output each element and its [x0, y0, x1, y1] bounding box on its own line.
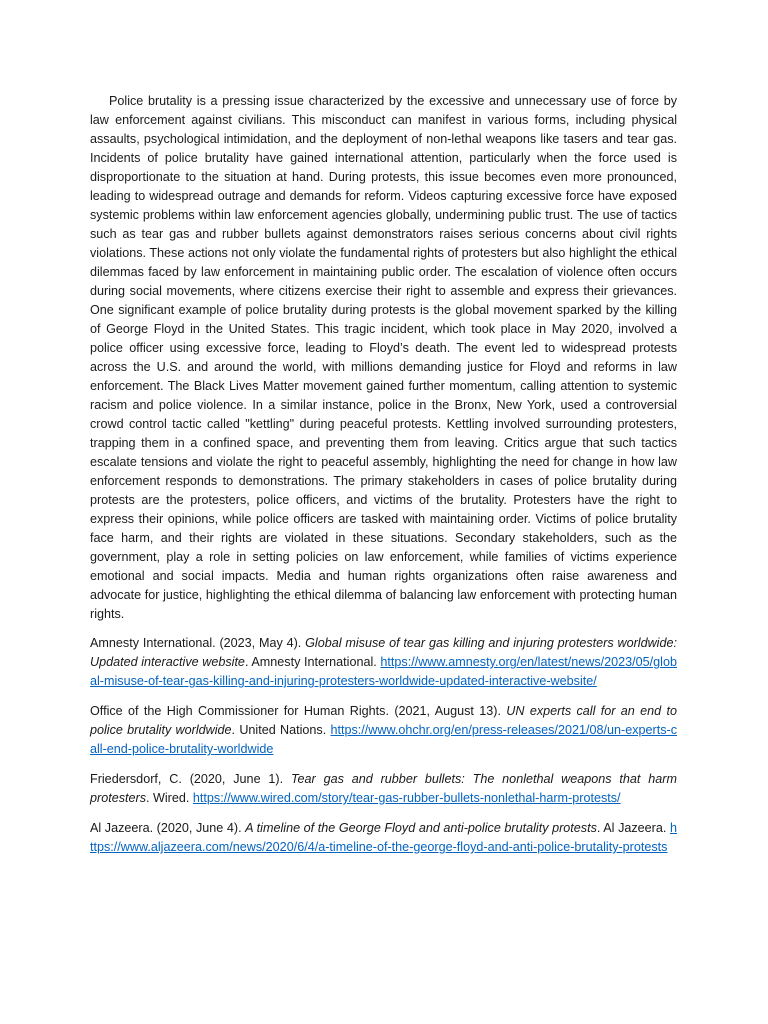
reference-author: Amnesty International. (2023, May 4).: [90, 636, 306, 650]
reference-entry-aljazeera: [90, 819, 677, 857]
reference-link[interactable]: https://www.amnesty.org/en/latest/news/2023/05/global-misuse-of-tear-gas-killing-and-injuring-protesters-worldwide-updated-interactive-website/: [90, 655, 677, 688]
reference-publisher: . Wired.: [146, 791, 193, 805]
reference-link[interactable]: https://www.wired.com/story/tear-gas-rubber-bullets-nonlethal-harm-protests/: [192, 791, 621, 805]
body-paragraph: Police brutality is a pressing issue characterized by the excessive and unnecessary use of force by law enforcement against civilians. This misconduct can manifest in various forms, including physical assaults, psychological intimidation, and the deployment of non-lethal weapons like tasers and tear gas. Incidents of police brutality have gained international attention, particularly when the force used is disproportionate to the situation at hand. During protests, this issue becomes even more pronounced, leading to widespread outrage and demands for reform. Videos capturing excessive force have exposed systemic problems within law enforcement agencies globally, undermining public trust. The use of tactics such as tear gas and rubber bullets against demonstrators raises serious concerns about civil rights violations. These actions not only violate the fundamental rights of protesters but also highlight the ethical dilemmas faced by law enforcement in maintaining public order. The escalation of violence often occurs during social movements, where citizens exercise their right to assemble and express their grievances. One significant example of police brutality during protests is the global movement sparked by the killing of George Floyd in the United States. This tragic incident, which took place in May 2020, involved a police officer using excessive force, leading to Floyd’s death. The event led to widespread protests across the U.S. and around the world, with millions demanding justice for Floyd and reforms in law enforcement. The Black Lives Matter movement gained further momentum, calling attention to systemic racism and police violence. In a similar instance, police in the Bronx, New York, used a controversial crowd control tactic called "kettling" during peaceful protests. Kettling involved surrounding protesters, trapping them in a confined space, and preventing them from leaving. Critics argue that such tactics escalate tensions and violate the right to peaceful assembly, highlighting the need for change in how law enforcement responds to demonstrations. The primary stakeholders in cases of police brutality during protests are the protesters, police officers, and victims of the brutality. Protesters have the right to express their opinions, while police officers are tasked with maintaining order. Victims of police brutality face harm, and their rights are violated in these situations. Secondary stakeholders, such as the government, play a role in setting policies on law enforcement, while families of victims experience emotional and social impacts. Media and human rights organizations often raise awareness and advocate for justice, highlighting the ethical dilemma of balancing law enforcement with protecting human rights.: [90, 94, 677, 621]
reference-publisher: . Al Jazeera.: [596, 821, 670, 835]
reference-entry-wired: [90, 770, 677, 808]
reference-title: UN experts call for an end to police brutality worldwide: [90, 704, 677, 737]
reference-link[interactable]: https://www.ohchr.org/en/press-releases/2021/08/un-experts-call-end-police-brutality-worldwide: [90, 723, 677, 756]
document-page: [90, 92, 677, 868]
reference-author: Al Jazeera. (2020, June 4).: [90, 821, 246, 835]
reference-entry-amnesty: [90, 634, 677, 691]
reference-link[interactable]: https://www.aljazeera.com/news/2020/6/4/a-timeline-of-the-george-floyd-and-anti-police-brutality-protests: [90, 821, 677, 854]
reference-author: Office of the High Commissioner for Human Rights. (2021, August 13).: [90, 704, 507, 718]
reference-title: A timeline of the George Floyd and anti-police brutality protests: [245, 821, 597, 835]
reference-entry-ohchr: [90, 702, 677, 759]
reference-publisher: . Amnesty International.: [244, 655, 381, 669]
reference-publisher: . United Nations.: [231, 723, 331, 737]
reference-title: Tear gas and rubber bullets: The nonlethal weapons that harm protesters: [90, 772, 677, 805]
reference-author: Friedersdorf, C. (2020, June 1).: [90, 772, 291, 786]
reference-title: Global misuse of tear gas killing and injuring protesters worldwide: Updated interactive website: [90, 636, 677, 669]
